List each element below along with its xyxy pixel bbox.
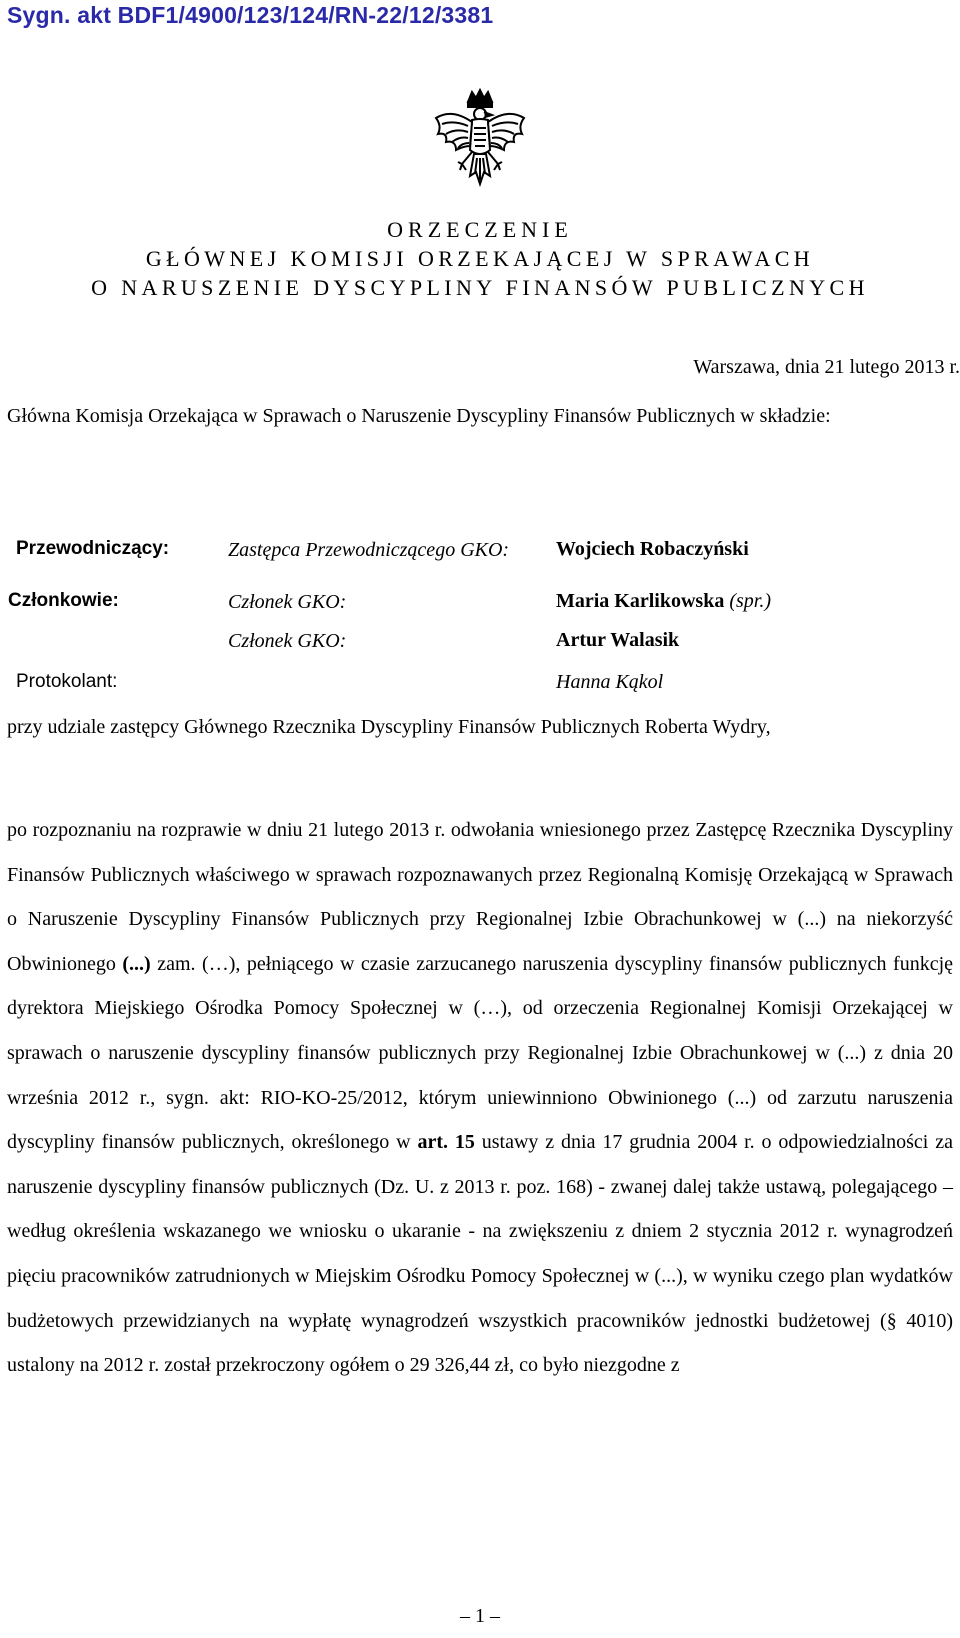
chair-row [16,538,946,590]
clerk-name: Hanna Kąkol [556,671,664,693]
body-text-1: po rozpoznaniu na rozprawie w dniu 21 lutego 2013 r. odwołania wniesionego przez Zastępcę Rzecznika Dyscypliny Finansów Publicznych właściwego w sprawach rozpoznawanych przez Regionalną Komisję Orzekającą w Sprawach o Naruszenie Dyscypliny Finansów Publicznych przy Regionalnej Izbie Obrachunkowej w (...) na niekorzyść Obwinionego [7,819,953,975]
body-text-2: zam. (…), pełniącego w czasie zarzucanego naruszenia dyscypliny finansów publicznych funkcję dyrektora Miejskiego Ośrodka Pomocy Społecznej w (…), od orzeczenia Regionalnej Komisji Orzekającej w sprawach o naruszenie dyscypliny finansów publicznych przy Regionalnej Izbie Obrachunkowej w (...) z dnia 20 września 2012 r., sygn. akt: RIO-KO-25/2012, którym uniewinniono Obwinionego (...) od zarzutu naruszenia dyscypliny finansów publicznych, określonego w [7,952,953,1154]
chair-name: Wojciech Robaczyński [556,538,749,560]
intro-paragraph: Główna Komisja Orzekająca w Sprawach o Naruszenie Dyscypliny Finansów Publicznych w składzie: [7,405,831,427]
case-signature: Sygn. akt BDF1/4900/123/124/RN-22/12/3381 [7,2,494,28]
attendance-paragraph: przy udziale zastępcy Głównego Rzecznika Dyscypliny Finansów Publicznych Roberta Wydry, [7,716,771,738]
member1-note: (spr.) [729,590,772,612]
member1-name: Maria Karlikowska [556,590,725,612]
body-bold-1: (...) [122,952,151,975]
title-line-2: GŁÓWNEJ KOMISJI ORZEKAJĄCEJ W SPRAWACH [145,246,815,271]
member1-position: Członek GKO: [228,591,347,613]
chair-role: Przewodniczący: [16,538,170,559]
panel-composition [8,538,946,704]
members-role: Członkowie: [8,590,119,611]
clerk-role: Protokolant: [16,671,118,692]
title-line-3: O NARUSZENIE DYSCYPLINY FINANSÓW PUBLICZNYCH [91,275,869,300]
place-date: Warszawa, dnia 21 lutego 2013 r. [693,356,960,378]
member2-name: Artur Walasik [556,629,680,651]
document-title [0,215,960,302]
chair-position: Zastępca Przewodniczącego GKO: [228,539,510,561]
member2-row [16,629,946,671]
clerk-row [16,671,946,704]
member1-row [8,590,946,629]
polish-eagle-emblem-icon [432,88,528,192]
page-number: – 1 – [460,1605,500,1627]
body-text-3: ustawy z dnia 17 grudnia 2004 r. o odpowiedzialności za naruszenie dyscypliny finansów publicznych (Dz. U. z 2013 r. poz. 168) - zwanej dalej także ustawą, polegającego – według określenia wskazanego we wniosku o ukaranie - na zwiększeniu z dniem 2 stycznia 2012 r. wynagrodzeń pięciu pracowników zatrudnionych w Miejskim Ośrodku Pomocy Społecznej w (...), w wyniku czego plan wydatków budżetowych przewidzianych na wypłatę wynagrodzeń wszystkich pracowników jednostki budżetowej (§ 4010) ustalony na 2012 r. został przekroczony ogółem o 29 326,44 zł, co było niezgodne z [7,1131,953,1377]
member1-name-wrap [556,590,771,613]
title-line-1: ORZECZENIE [387,217,573,242]
ruling-body-paragraph [7,808,953,1388]
body-bold-2: art. 15 [417,1131,475,1154]
member2-position: Członek GKO: [228,630,347,652]
